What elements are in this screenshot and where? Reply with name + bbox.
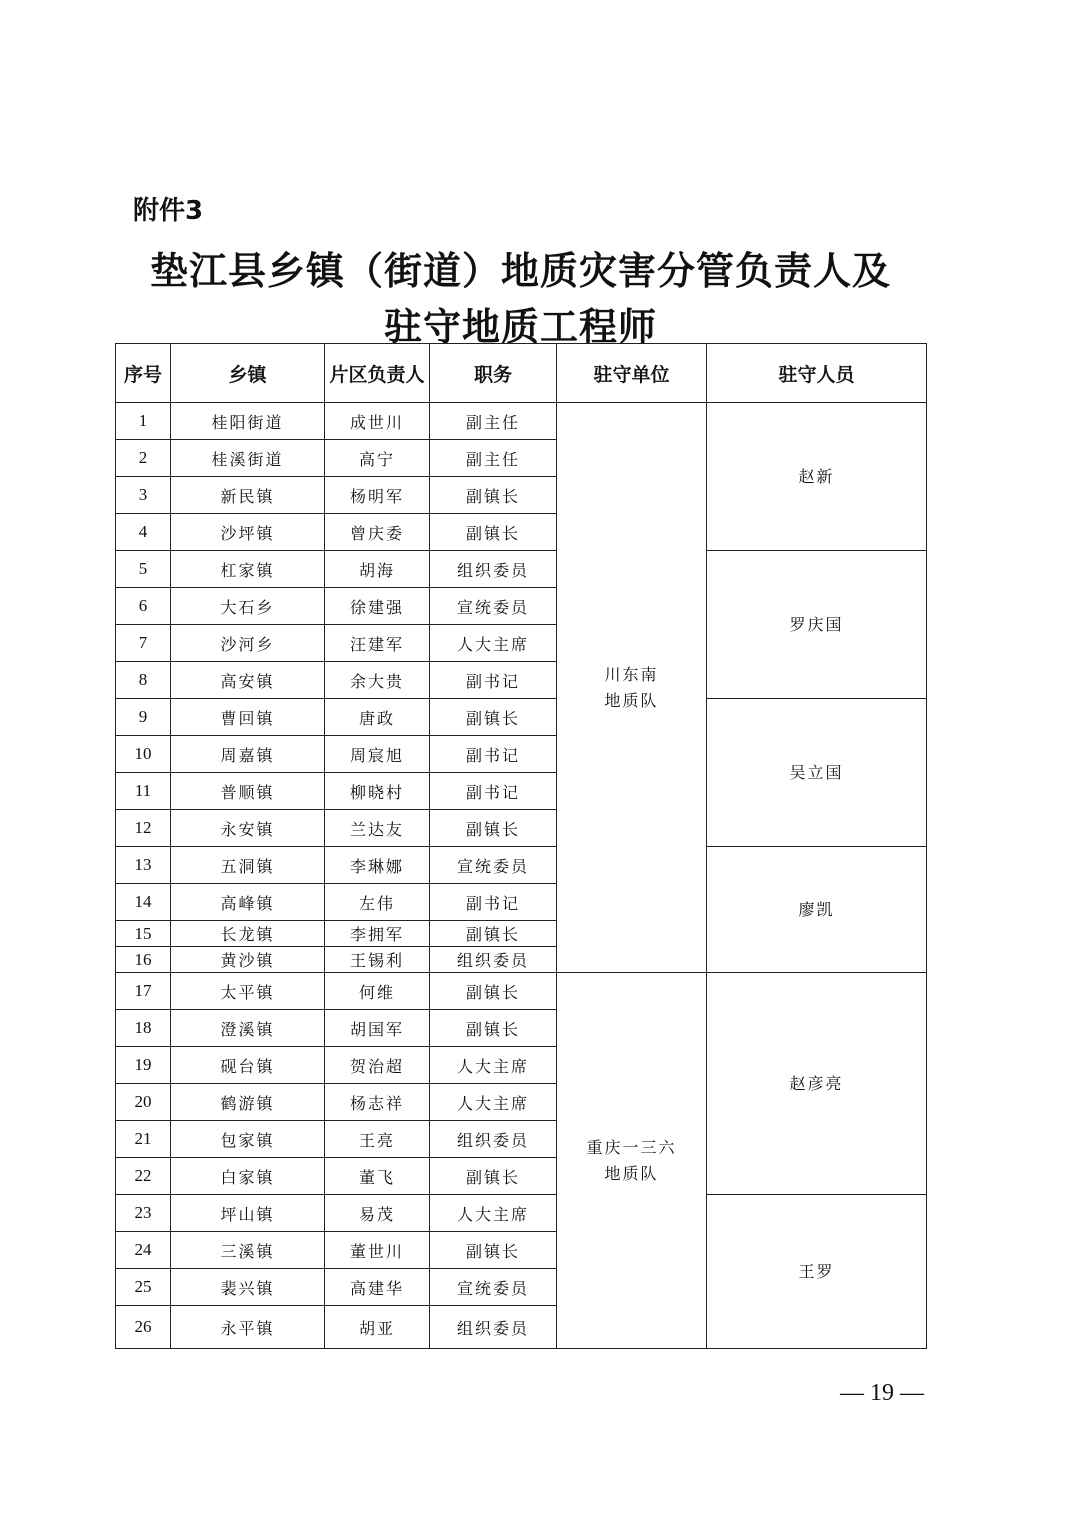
leader-cell: 杨志祥 <box>325 1084 430 1121</box>
row-index: 24 <box>116 1232 171 1269</box>
post-cell: 副镇长 <box>430 699 557 736</box>
leader-cell: 周宸旭 <box>325 736 430 773</box>
row-index: 2 <box>116 440 171 477</box>
leader-cell: 高宁 <box>325 440 430 477</box>
post-cell: 副镇长 <box>430 810 557 847</box>
post-cell: 组织委员 <box>430 1121 557 1158</box>
town-cell: 高安镇 <box>171 662 325 699</box>
row-index: 3 <box>116 477 171 514</box>
town-cell: 三溪镇 <box>171 1232 325 1269</box>
unit-line: 川东南 <box>604 664 659 684</box>
table-row <box>116 403 927 440</box>
post-cell: 副书记 <box>430 662 557 699</box>
leader-cell: 胡海 <box>325 551 430 588</box>
unit-line: 地质队 <box>604 690 659 710</box>
header-cell-unit: 驻守单位 <box>557 344 707 403</box>
row-index: 8 <box>116 662 171 699</box>
document-title-line-2: 驻守地质工程师 <box>383 304 657 349</box>
unit-cell <box>557 973 707 1349</box>
row-index: 4 <box>116 514 171 551</box>
post-cell: 副主任 <box>430 403 557 440</box>
row-index: 20 <box>116 1084 171 1121</box>
post-cell: 宣统委员 <box>430 1269 557 1306</box>
row-index: 15 <box>116 921 171 947</box>
header-cell-post: 职务 <box>430 344 557 403</box>
header-cell-town: 乡镇 <box>171 344 325 403</box>
post-cell: 副镇长 <box>430 921 557 947</box>
leader-cell: 汪建军 <box>325 625 430 662</box>
header-cell-index: 序号 <box>116 344 171 403</box>
town-cell: 曹回镇 <box>171 699 325 736</box>
row-index: 5 <box>116 551 171 588</box>
leader-cell: 董飞 <box>325 1158 430 1195</box>
leader-cell: 董世川 <box>325 1232 430 1269</box>
table-row <box>116 699 927 736</box>
town-cell: 包家镇 <box>171 1121 325 1158</box>
town-cell: 沙河乡 <box>171 625 325 662</box>
row-index: 23 <box>116 1195 171 1232</box>
assignment-table <box>115 343 927 1349</box>
row-index: 25 <box>116 1269 171 1306</box>
town-cell: 五洞镇 <box>171 847 325 884</box>
unit-line: 重庆一三六 <box>586 1137 677 1157</box>
post-cell: 宣统委员 <box>430 588 557 625</box>
post-cell: 副书记 <box>430 884 557 921</box>
town-cell: 鹤游镇 <box>171 1084 325 1121</box>
row-index: 16 <box>116 947 171 973</box>
town-cell: 坪山镇 <box>171 1195 325 1232</box>
town-cell: 杠家镇 <box>171 551 325 588</box>
staff-cell: 赵新 <box>707 403 927 551</box>
town-cell: 周嘉镇 <box>171 736 325 773</box>
staff-cell: 赵彦亮 <box>707 973 927 1195</box>
post-cell: 副镇长 <box>430 1158 557 1195</box>
town-cell: 新民镇 <box>171 477 325 514</box>
page-number: — 19 — <box>840 1380 924 1406</box>
leader-cell: 贺治超 <box>325 1047 430 1084</box>
town-cell: 桂阳街道 <box>171 403 325 440</box>
row-index: 9 <box>116 699 171 736</box>
post-cell: 副主任 <box>430 440 557 477</box>
post-cell: 组织委员 <box>430 947 557 973</box>
post-cell: 副书记 <box>430 736 557 773</box>
town-cell: 白家镇 <box>171 1158 325 1195</box>
unit-cell <box>557 403 707 973</box>
post-cell: 组织委员 <box>430 1306 557 1349</box>
row-index: 17 <box>116 973 171 1010</box>
staff-cell: 罗庆国 <box>707 551 927 699</box>
town-cell: 永平镇 <box>171 1306 325 1349</box>
post-cell: 人大主席 <box>430 1084 557 1121</box>
post-cell: 副镇长 <box>430 1232 557 1269</box>
table-row <box>116 847 927 884</box>
leader-cell: 李琳娜 <box>325 847 430 884</box>
leader-cell: 余大贵 <box>325 662 430 699</box>
row-index: 22 <box>116 1158 171 1195</box>
staff-cell: 吴立国 <box>707 699 927 847</box>
attachment-label: 附件3 <box>133 196 204 226</box>
post-cell: 副镇长 <box>430 1010 557 1047</box>
town-cell: 普顺镇 <box>171 773 325 810</box>
leader-cell: 高建华 <box>325 1269 430 1306</box>
row-index: 19 <box>116 1047 171 1084</box>
row-index: 21 <box>116 1121 171 1158</box>
town-cell: 黄沙镇 <box>171 947 325 973</box>
staff-cell: 廖凯 <box>707 847 927 973</box>
leader-cell: 胡国军 <box>325 1010 430 1047</box>
leader-cell: 兰达友 <box>325 810 430 847</box>
town-cell: 裴兴镇 <box>171 1269 325 1306</box>
town-cell: 桂溪街道 <box>171 440 325 477</box>
leader-cell: 王锡利 <box>325 947 430 973</box>
leader-cell: 徐建强 <box>325 588 430 625</box>
row-index: 12 <box>116 810 171 847</box>
town-cell: 永安镇 <box>171 810 325 847</box>
post-cell: 副镇长 <box>430 514 557 551</box>
row-index: 7 <box>116 625 171 662</box>
post-cell: 人大主席 <box>430 1047 557 1084</box>
post-cell: 副书记 <box>430 773 557 810</box>
leader-cell: 唐政 <box>325 699 430 736</box>
leader-cell: 杨明军 <box>325 477 430 514</box>
header-cell-staff: 驻守人员 <box>707 344 927 403</box>
leader-cell: 胡亚 <box>325 1306 430 1349</box>
row-index: 6 <box>116 588 171 625</box>
row-index: 10 <box>116 736 171 773</box>
leader-cell: 左伟 <box>325 884 430 921</box>
leader-cell: 李拥军 <box>325 921 430 947</box>
post-cell: 人大主席 <box>430 1195 557 1232</box>
table-row <box>116 973 927 1010</box>
unit-line: 地质队 <box>604 1163 659 1183</box>
leader-cell: 柳晓村 <box>325 773 430 810</box>
town-cell: 太平镇 <box>171 973 325 1010</box>
town-cell: 长龙镇 <box>171 921 325 947</box>
row-index: 26 <box>116 1306 171 1349</box>
row-index: 18 <box>116 1010 171 1047</box>
leader-cell: 成世川 <box>325 403 430 440</box>
post-cell: 副镇长 <box>430 477 557 514</box>
town-cell: 砚台镇 <box>171 1047 325 1084</box>
town-cell: 澄溪镇 <box>171 1010 325 1047</box>
row-index: 14 <box>116 884 171 921</box>
leader-cell: 王亮 <box>325 1121 430 1158</box>
header-cell-leader: 片区负责人 <box>325 344 430 403</box>
post-cell: 副镇长 <box>430 973 557 1010</box>
row-index: 1 <box>116 403 171 440</box>
document-title-line-1: 垫江县乡镇（街道）地质灾害分管负责人及 <box>149 248 891 293</box>
town-cell: 沙坪镇 <box>171 514 325 551</box>
town-cell: 大石乡 <box>171 588 325 625</box>
table-row <box>116 551 927 588</box>
row-index: 11 <box>116 773 171 810</box>
row-index: 13 <box>116 847 171 884</box>
header-row <box>116 344 927 403</box>
leader-cell: 易茂 <box>325 1195 430 1232</box>
post-cell: 宣统委员 <box>430 847 557 884</box>
staff-cell: 王罗 <box>707 1195 927 1349</box>
leader-cell: 曾庆委 <box>325 514 430 551</box>
town-cell: 高峰镇 <box>171 884 325 921</box>
table-row <box>116 1195 927 1232</box>
post-cell: 组织委员 <box>430 551 557 588</box>
post-cell: 人大主席 <box>430 625 557 662</box>
leader-cell: 何维 <box>325 973 430 1010</box>
